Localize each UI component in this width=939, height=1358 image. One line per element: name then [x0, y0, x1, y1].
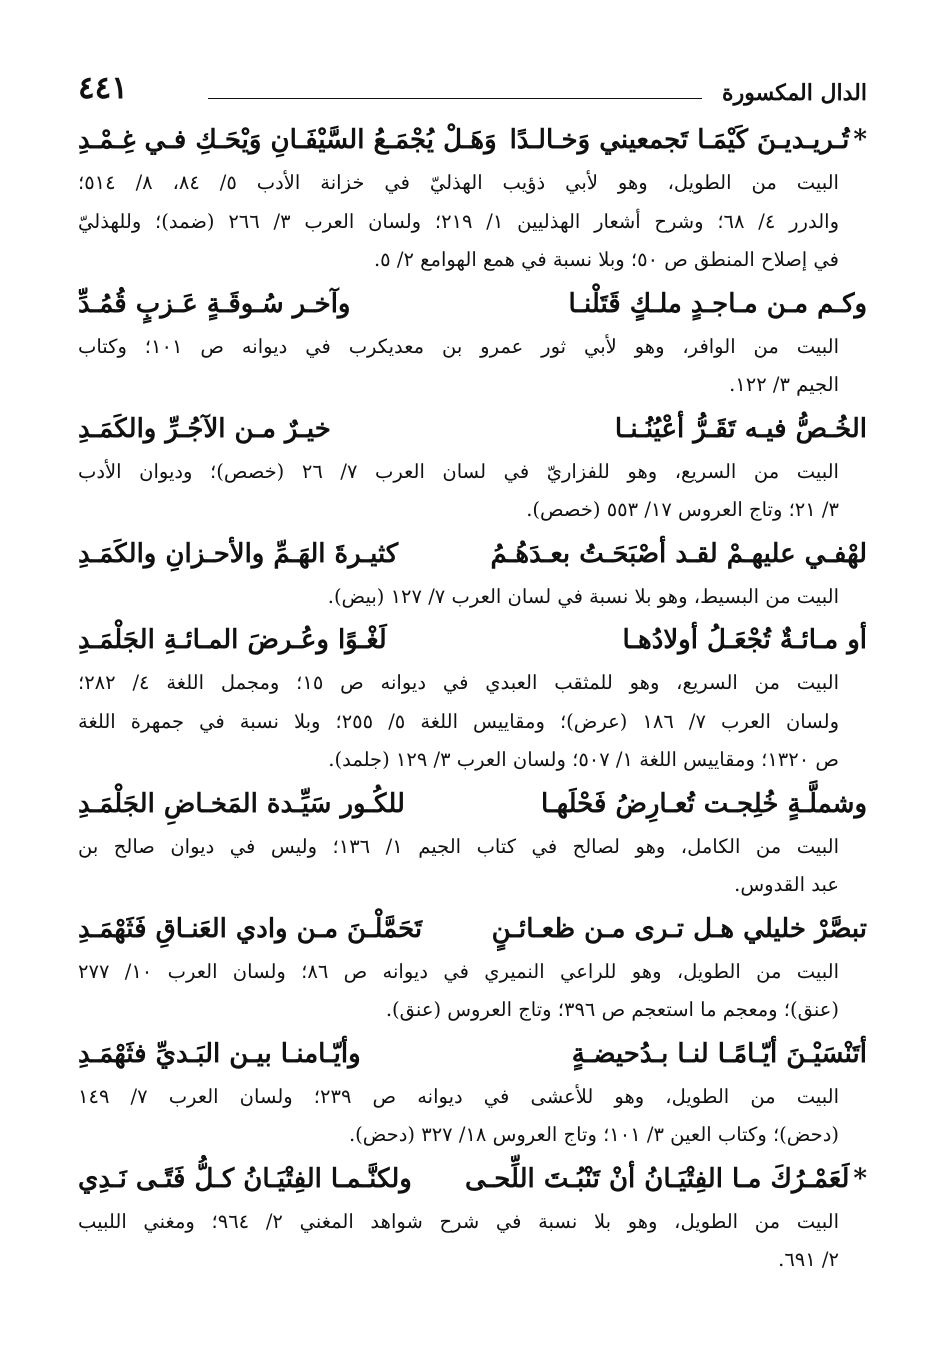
running-title: الدال المكسورة	[722, 80, 867, 106]
first-hemistich	[465, 1155, 867, 1203]
star-marker: *	[853, 1163, 867, 1194]
page-number: ٤٤١	[78, 70, 128, 106]
note-line: ص ١٣٢٠؛ ومقاييس اللغة ١/ ٥٠٧؛ ولسان العرب ٣/ ١٢٩ (جلمد).	[328, 748, 839, 771]
first-hemistich	[510, 116, 867, 164]
source-note	[78, 164, 867, 280]
verse-entry	[78, 116, 867, 280]
first-hemistich-text: أو مـائـةٌ تُجْعَـلُ أولادُهـا	[622, 625, 867, 655]
note-line: في إصلاح المنطق ص ٥٠؛ وبلا نسبة في همع الهوامع ٢/ ٥.	[373, 248, 839, 271]
verse-entry	[78, 405, 867, 530]
first-hemistich-text: أتَنْسَيْـنَ أيّـامًـا لنـا بـدُحيضـةٍ	[571, 1038, 867, 1069]
verse-entry	[78, 530, 867, 617]
verse-line	[78, 116, 867, 164]
source-note	[78, 664, 867, 780]
note-line: البيت من الطويل، وهو للأعشى في ديوانه ص ٢٣٩؛ ولسان العرب ٧/ ١٤٩	[78, 1084, 839, 1108]
verse-entry	[78, 905, 867, 1030]
first-hemistich-text: لَعَمْـرُكَ مـا الفِتْيَـانُ أنْ تَنْبُـتَ اللِّحـى	[464, 1163, 850, 1194]
verse-line	[78, 530, 867, 578]
source-note	[78, 578, 867, 617]
first-hemistich	[615, 405, 867, 453]
source-note	[78, 453, 867, 530]
second-hemistich: ولكنَّـمـا الفِتْيَـانُ كـلُّ فَتًـى نَـدِي	[78, 1163, 412, 1194]
source-note	[78, 828, 867, 905]
note-line: البيت من الطويل، وهو للراعي النميري في ديوانه ص ٨٦؛ ولسان العرب ١٠/ ٢٧٧	[78, 959, 839, 983]
source-note	[78, 1203, 867, 1280]
source-note	[78, 953, 867, 1030]
first-hemistich	[572, 1030, 867, 1078]
second-hemistich: وأيّـامنـا بيـن البَـديِّ فثَهْمَـدِ	[78, 1038, 361, 1069]
second-hemistich: للكُـور سَيِّـدة المَخـاضِ الجَلْمَـدِ	[78, 788, 405, 819]
note-line: والدرر ٤/ ٦٨؛ وشرح أشعار الهذليين ١/ ٢١٩؛ ولسان العرب ٣/ ٢٦٦ (ضمد)؛ وللهذليّ	[78, 209, 839, 233]
note-line: البيت من السريع، وهو للمثقب العبدي في ديوانه ص ١٥؛ ومجمل اللغة ٤/ ٢٨٢؛	[78, 671, 840, 694]
note-line: البيت من الكامل، وهو لصالح في كتاب الجيم ١/ ١٣٦؛ وليس في ديوان صالح بن	[78, 834, 839, 858]
note-line: ٢/ ٦٩١.	[778, 1248, 839, 1271]
note-line: ٣/ ٢١؛ وتاج العروس ١٧/ ٥٥٣ (خصص).	[526, 498, 839, 521]
verse-entry	[78, 280, 867, 405]
second-hemistich: لَغْـوًا وعُـرضَ المـائـةِ الجَلْمَـدِ	[78, 625, 387, 655]
verse-entry	[78, 1030, 867, 1155]
note-line: (عنق)؛ ومعجم ما استعجم ص ٣٩٦؛ وتاج العروس (عنق).	[385, 998, 839, 1021]
note-line: البيت من البسيط، وهو بلا نسبة في لسان العرب ٧/ ١٢٧ (بيض).	[327, 584, 839, 608]
note-line: البيت من الطويل، وهو بلا نسبة في شرح شواهد المغني ٢/ ٩٦٤؛ ومغني اللبيب	[78, 1209, 839, 1233]
first-hemistich-text: تُـريـديـنَ كَيْمَـا تَجمعيني وَخـالـدًا	[509, 125, 850, 155]
header-rule	[208, 98, 702, 99]
page-header	[78, 70, 867, 116]
verse-line	[78, 1030, 867, 1078]
note-line: البيت من الطويل، وهو لأبي ذؤيب الهذليّ في خزانة الأدب ٥/ ٨٤، ٨/ ٥١٤؛	[78, 171, 839, 194]
verse-entry	[78, 616, 867, 780]
source-note	[78, 1078, 867, 1155]
second-hemistich: كثيـرةَ الهَـمِّ والأحـزانِ والكَمَـدِ	[78, 538, 399, 569]
first-hemistich-text: وشملَّـةٍ خُلِجـت تُعـارِضُ فَحْلَهـا	[541, 788, 867, 819]
verse-line	[78, 405, 867, 453]
verse-line	[78, 280, 867, 328]
first-hemistich-text: تبصَّرْ خليلي هـل تـرى مـن ظعـائـنٍ	[491, 913, 867, 944]
note-line: الجيم ٣/ ١٢٢.	[729, 373, 839, 396]
verse-line	[78, 1155, 867, 1203]
note-line: ولسان العرب ٧/ ١٨٦ (عرض)؛ ومقاييس اللغة ٥/ ٢٥٥؛ وبلا نسبة في جمهرة اللغة	[78, 709, 839, 733]
second-hemistich: خيـرٌ مـن الآجُـرِّ والكَمَـدِ	[78, 413, 331, 444]
note-line: البيت من الوافر، وهو لأبي ثور عمرو بن معديكرب في ديوانه ص ١٠١؛ وكتاب	[78, 334, 840, 358]
first-hemistich-text: لهْفـي عليهـمْ لقـد أصْبَحَـتُ بعـدَهُـمُ	[490, 538, 867, 569]
star-marker: *	[853, 125, 867, 155]
verse-line	[78, 780, 867, 828]
second-hemistich: وآخـر سُـوقَـةٍ عَـزبٍ قُمُـدِّ	[78, 288, 351, 319]
note-line: البيت من السريع، وهو للفزاريّ في لسان العرب ٧/ ٢٦ (خصص)؛ وديوان الأدب	[78, 459, 839, 483]
first-hemistich	[623, 616, 868, 664]
first-hemistich	[490, 530, 867, 578]
first-hemistich	[492, 905, 867, 953]
source-note	[78, 328, 867, 405]
verse-line	[78, 616, 867, 664]
first-hemistich	[541, 780, 867, 828]
first-hemistich-text: الخُـصُّ فيـه تَقَـرُّ أعْيُنُـنـا	[614, 413, 867, 444]
verse-line	[78, 905, 867, 953]
verse-entry	[78, 1155, 867, 1280]
note-line: عبد القدوس.	[734, 873, 839, 896]
verse-entries	[78, 116, 867, 1280]
verse-entry	[78, 780, 867, 905]
second-hemistich: تَحَمَّلْـنَ مـن وادي العَنـاقِ فَثَهْمَـدِ	[78, 913, 423, 944]
first-hemistich-text: وكـم مـن مـاجـدٍ ملـكٍ قَتَلْنـا	[568, 288, 867, 319]
note-line: (دحض)؛ وكتاب العين ٣/ ١٠١؛ وتاج العروس ١٨/ ٣٢٧ (دحض).	[348, 1123, 839, 1146]
first-hemistich	[568, 280, 867, 328]
second-hemistich: وَهَـلْ يُجْمَـعُ السَّيْفَـانِ وَيْحَـكِ فـي غِـمْـدِ	[78, 125, 497, 155]
